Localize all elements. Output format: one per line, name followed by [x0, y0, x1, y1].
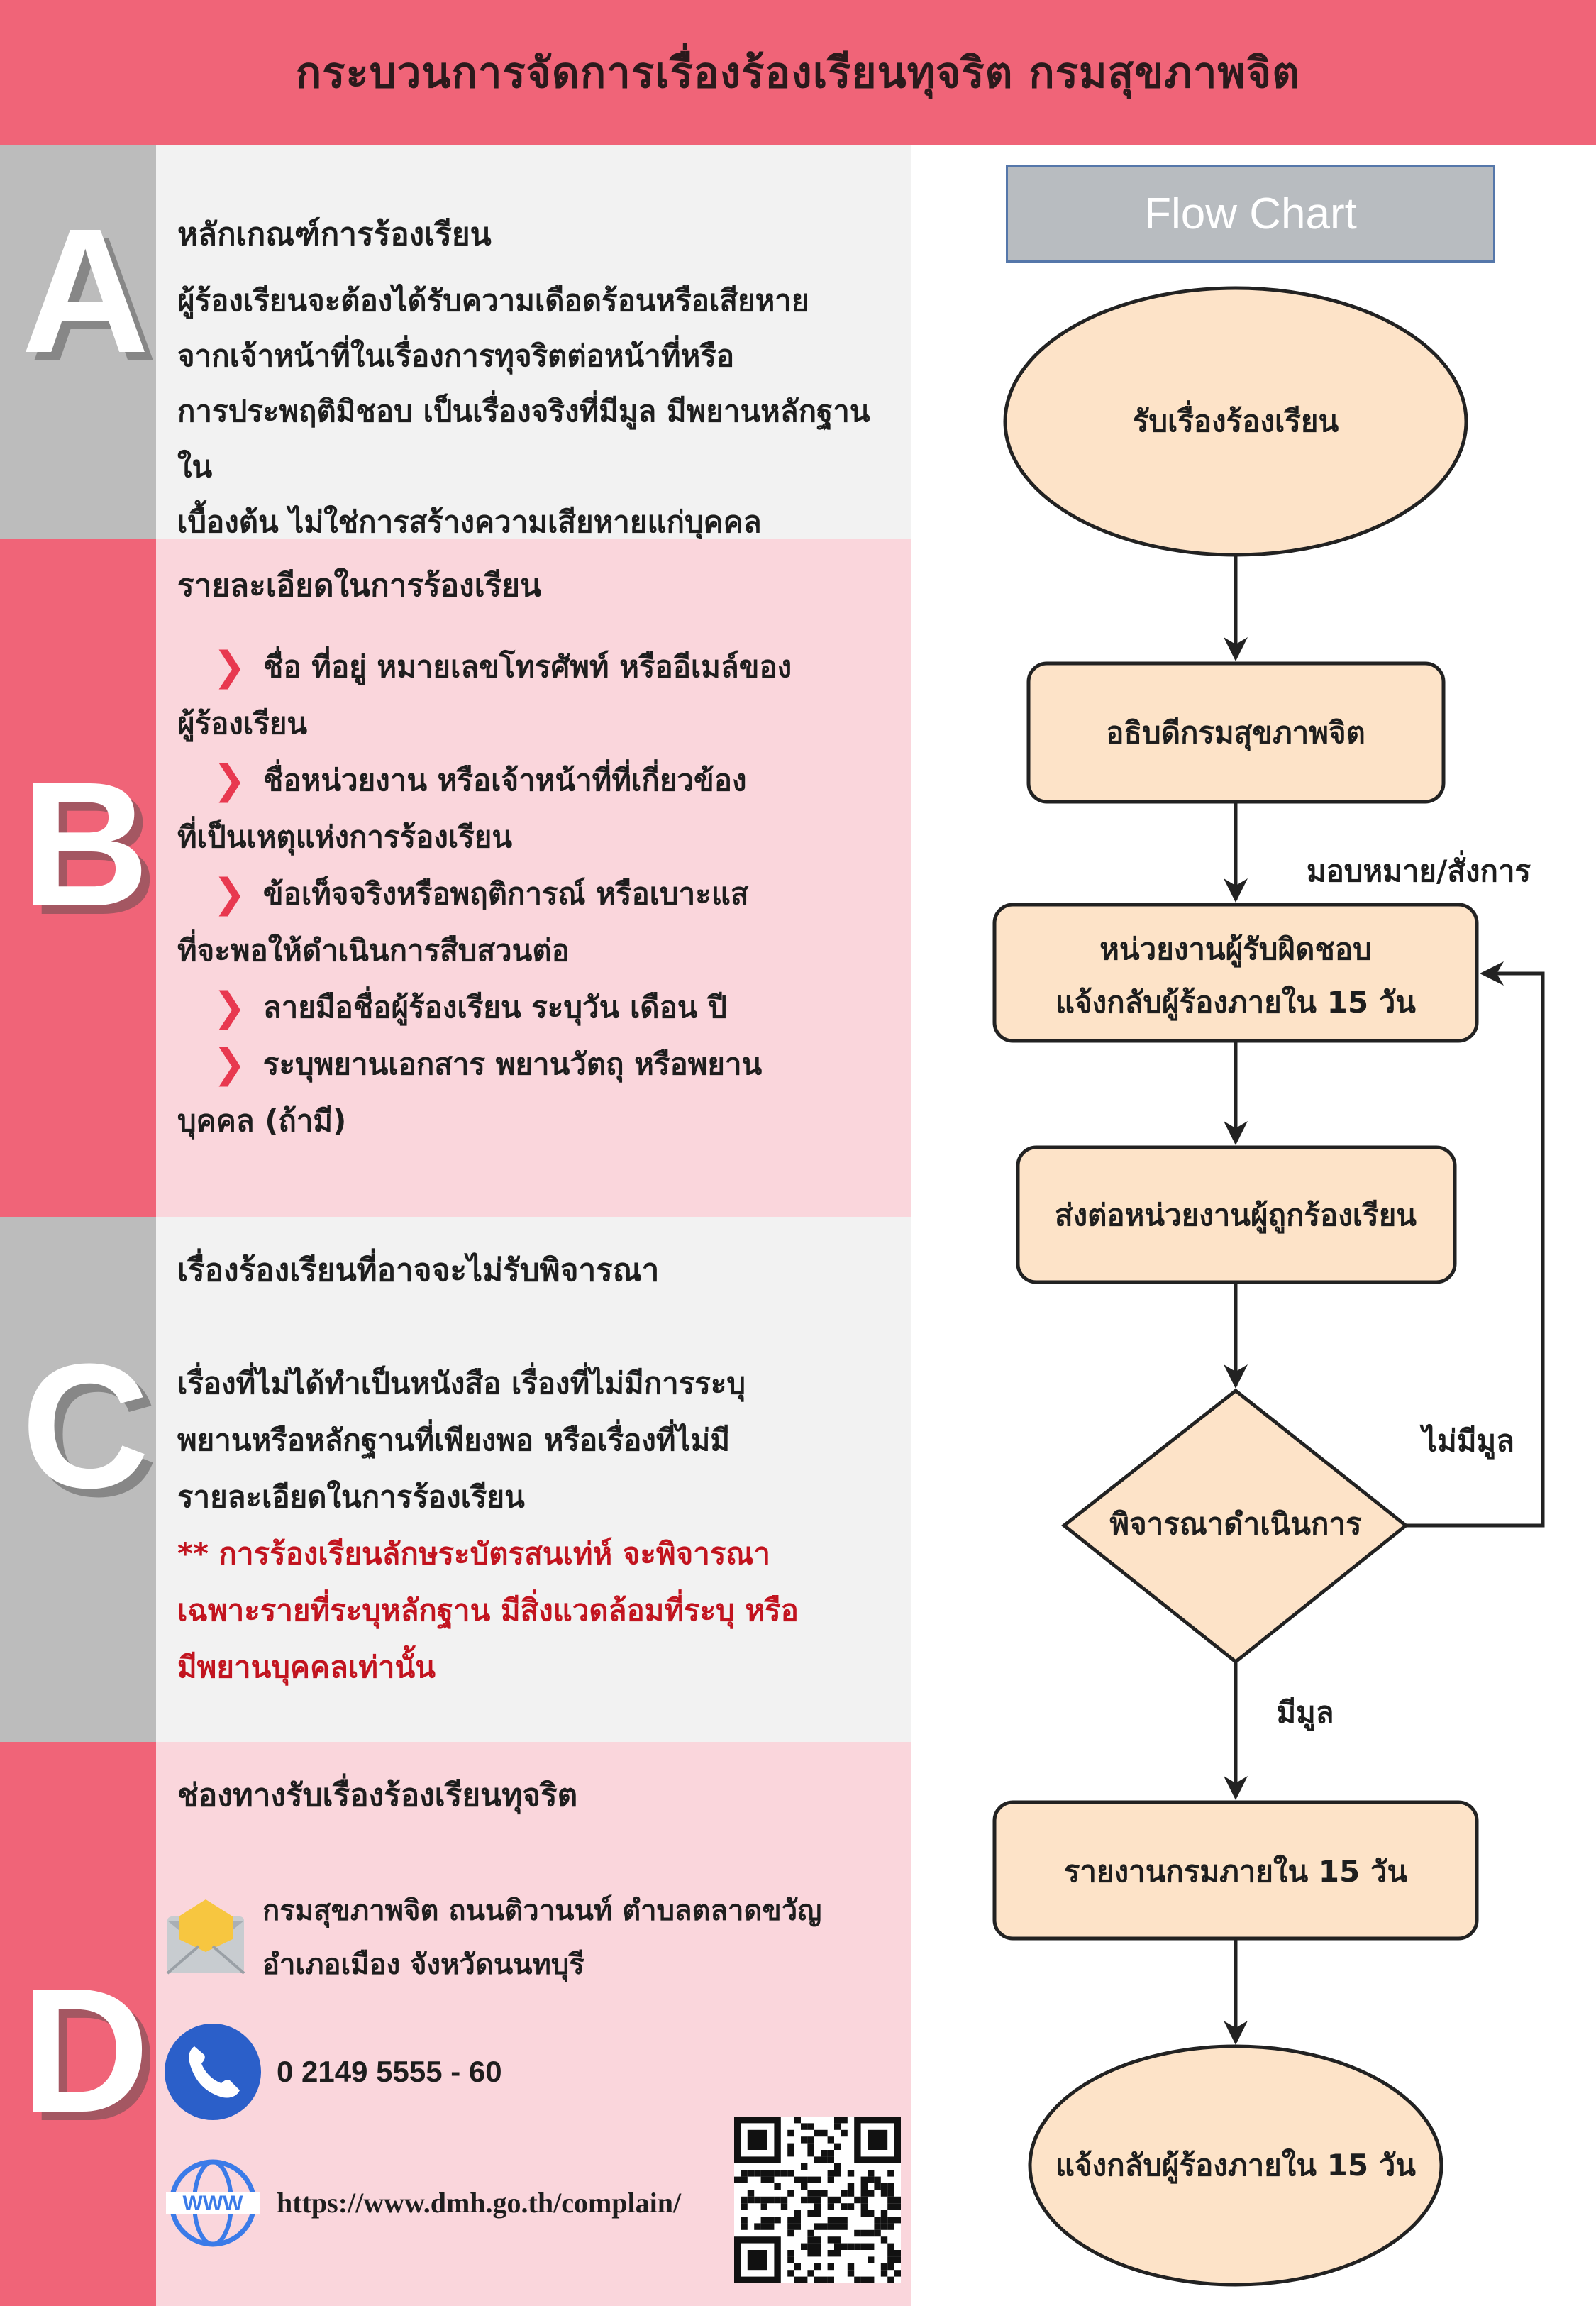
- bullet-item: ❯ ระบุพยานเอกสาร พยานวัตถุ หรือพยาน: [177, 1036, 890, 1093]
- section-a: [0, 145, 911, 539]
- section-a-heading: หลักเกณฑ์การร้องเรียน: [177, 216, 492, 253]
- section-d-heading: ช่องทางรับเรื่องร้องเรียนทุจริต: [177, 1777, 578, 1814]
- bullet-item-cont: ที่เป็นเหตุแห่งการร้องเรียน: [177, 820, 513, 854]
- flow-step-responsible: [994, 905, 1477, 1041]
- section-b: [0, 539, 911, 1217]
- flow-step-report-label: รายงานกรมภายใน 15 วัน: [1063, 1854, 1408, 1889]
- section-c-line: รายละเอียดในการร้องเรียน: [177, 1479, 525, 1514]
- section-letter-d: D: [21, 1951, 150, 2149]
- flow-start-label: รับเรื่องร้องเรียน: [1132, 404, 1339, 438]
- section-a-body: [177, 273, 890, 550]
- phone-icon: [163, 2022, 262, 2122]
- chevron-right-icon: ❯: [213, 757, 246, 803]
- globe-icon: [163, 2153, 262, 2253]
- flow-step-forward-label: ส่งต่อหน่วยงานผู้ถูกร้องเรียน: [1054, 1198, 1417, 1232]
- contact-address: [163, 1884, 821, 1992]
- section-letter-c: C: [21, 1327, 150, 1525]
- section-c-heading: เรื่องร้องเรียนที่อาจจะไม่รับพิจารณา: [177, 1252, 660, 1289]
- bullet-item: ❯ ชื่อหน่วยงาน หรือเจ้าหน้าที่ที่เกี่ยวข้อง: [177, 752, 890, 809]
- section-c: [0, 1217, 911, 1742]
- bullet-item: ❯ ลายมือชื่อผู้ร้องเรียน ระบุวัน เดือน ปี: [177, 979, 890, 1036]
- qr-code-image: [734, 2117, 901, 2283]
- flow-step-responsible-line2: แจ้งกลับผู้ร้องภายใน 15 วัน: [1055, 985, 1416, 1020]
- flow-decision-label: พิจารณาดำเนินการ: [1109, 1506, 1362, 1541]
- chevron-right-icon: ❯: [213, 871, 246, 917]
- section-c-line: พยานหรือหลักฐานที่เพียงพอ หรือเรื่องที่ไม่มี: [177, 1423, 731, 1457]
- flowchart: [965, 270, 1596, 2306]
- section-c-note-line: ** การร้องเรียนลักษระบัตรสนเท่ห์ จะพิจารณา: [177, 1536, 770, 1571]
- address-line: อำเภอเมือง จังหวัดนนทบุรี: [262, 1948, 584, 1981]
- page-header: [0, 0, 1596, 145]
- flow-step-responsible-line1: หน่วยงานผู้รับผิดชอบ: [1099, 932, 1372, 966]
- chevron-right-icon: ❯: [213, 984, 246, 1030]
- bullet-item: ❯ ชื่อ ที่อยู่ หมายเลขโทรศัพท์ หรืออีเมล์ของ: [177, 639, 890, 695]
- bullet-item: ❯ ข้อเท็จจริงหรือพฤติการณ์ หรือเบาะแส: [177, 866, 890, 922]
- section-c-note-line: เฉพาะรายที่ระบุหลักฐาน มีสิ่งแวดล้อมที่ระบุ หรือ: [177, 1593, 799, 1628]
- bullet-item-cont: ที่จะพอให้ดำเนินการสืบสวนต่อ: [177, 933, 570, 968]
- section-a-line: เบื้องต้น ไม่ใช่การสร้างความเสียหายแก่บุคคล: [177, 504, 762, 539]
- section-c-body: [177, 1355, 890, 1696]
- flow-step-director-label: อธิบดีกรมสุขภาพจิต: [1106, 715, 1365, 750]
- bullet-item-cont: บุคคล (ถ้ามี): [177, 1103, 347, 1138]
- website-link[interactable]: https://www.dmh.go.th/complain/: [277, 2187, 682, 2219]
- phone-number: 0 2149 5555 - 60: [277, 2055, 502, 2088]
- contact-website: [163, 2153, 681, 2253]
- section-a-line: จากเจ้าหน้าที่ในเรื่องการทุจริตต่อหน้าที่หรือ: [177, 338, 735, 373]
- flow-edge-assign: มอบหมาย/สั่งการ: [1306, 854, 1531, 888]
- address-line: กรมสุขภาพจิต ถนนติวานนท์ ตำบลตลาดขวัญ: [262, 1894, 822, 1927]
- chevron-right-icon: ❯: [213, 1041, 246, 1087]
- chevron-right-icon: ❯: [213, 644, 246, 690]
- bullet-item-cont: ผู้ร้องเรียน: [177, 706, 308, 741]
- qr-code: [734, 2117, 901, 2283]
- envelope-icon: [163, 1895, 248, 1980]
- section-d: [0, 1742, 911, 2306]
- www-label: WWW: [182, 2192, 243, 2215]
- flowchart-title: Flow Chart: [1006, 165, 1495, 263]
- page-title: กระบวนการจัดการเรื่องร้องเรียนทุจริต กรมสุขภาพจิต: [295, 48, 1301, 98]
- section-b-heading: รายละเอียดในการร้องเรียน: [177, 568, 542, 604]
- section-a-line: ผู้ร้องเรียนจะต้องได้รับความเดือดร้อนหรือเสียหาย: [177, 283, 809, 318]
- flow-edge-has-merit: มีมูล: [1276, 1695, 1334, 1730]
- section-letter-a: A: [21, 192, 150, 390]
- section-letter-b: B: [21, 745, 150, 943]
- contact-phone: [163, 2022, 502, 2122]
- section-c-note-line: มีพยานบุคคลเท่านั้น: [177, 1650, 436, 1684]
- section-b-body: [177, 639, 890, 1149]
- flow-edge-no-merit: ไม่มีมูล: [1422, 1423, 1514, 1458]
- section-c-line: เรื่องที่ไม่ได้ทำเป็นหนังสือ เรื่องที่ไม่มีการระบุ: [177, 1366, 746, 1401]
- section-a-line: การประพฤติมิชอบ เป็นเรื่องจริงที่มีมูล มีพยานหลักฐานใน: [177, 394, 870, 484]
- flow-end-label: แจ้งกลับผู้ร้องภายใน 15 วัน: [1055, 2148, 1416, 2183]
